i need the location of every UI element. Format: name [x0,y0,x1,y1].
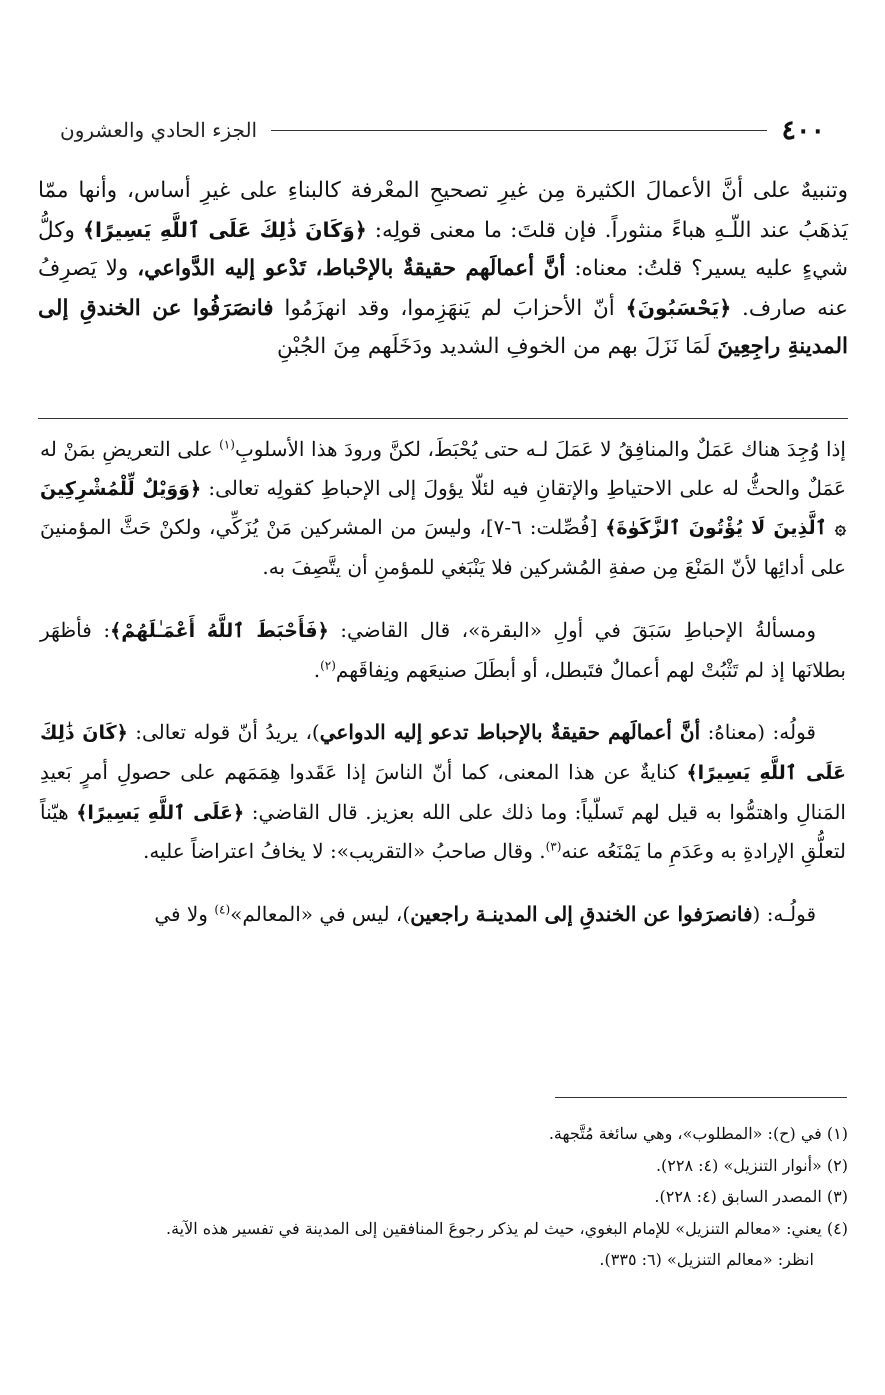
header-rule [271,130,767,131]
running-head [60,110,825,150]
main-commentary [38,172,848,367]
footnote-3: (٣) المصدر السابق (٤: ٢٢٨). [654,1187,848,1206]
bold-lemma: فانصرَفوا عن الخندقِ إلى المدينـة راجعين [410,902,753,927]
footnote-marker: (٤) [214,902,231,917]
footnote-1: (١) في (ح): «المطلوب»، وهي سائغة مُتَّجهة. [548,1124,848,1143]
footnotes [40,1118,848,1276]
gloss-paragraph-3: قولُه: (معناهُ: أنَّ أعمالَهم حقيقةٌ بالإحباط تدعو إليه الدواعي)، يريدُ أنّ قوله تعالى: ﴿كَانَ ذَٰلِكَ عَلَى ٱللَّهِ يَسِيرًا﴾ كنايةٌ عن هذا المعنى، كما أنّ الناسَ إذا عَقَدوا هِمَمَهم على حصولِ أمرٍ بَعيدِ المَنالِ واهتمُّوا به قيل لهم تَسلّياً: وما ذلك على الله بعزيز. قال القاضي: ﴿عَلَى ٱللَّهِ يَسِيرًا﴾ هيّناً لتعلُّقِ الإرادةِ به وعَدَمِ ما يَمْنَعُه عنه$^{(٣)}$. وقال صاحبُ «التقريب»: لا يخافُ اعتراضاً عليه. [40,720,847,864]
commentary-paragraph: وتنبيهٌ على أنَّ الأعمالَ الكثيرة مِن غيرِ تصحيحِ المعْرفة كالبناءِ على غيرِ أساس، وأنها ممّا يَذهَبُ عند اللّـهِ هباءً منثوراً. فإن قلتَ: ما معنى قولِه: ﴿وَكَانَ ذَٰلِكَ عَلَى ٱللَّهِ يَسِيرًا﴾ وكلُّ شيءٍ عليه يسير؟ قلتُ: معناه: أنَّ أعمالَهم حقيقةٌ بالإحْباط، تَدْعو إليه الدَّواعي، ولا يَصرِفُ عنه صارف. ﴿يَحْسَبُونَ﴾ أنّ الأحزابَ لم يَنهَزِموا، وقد انهزَمُوا فانصَرَفُوا عن الخندقِ إلى المدينةِ راجِعِينَ لَمَا نَزَلَ بهم من الخوفِ الشديد ودَخَلَهم مِنَ الجُبْنِ [38,178,849,360]
gloss-paragraph-1: إذا وُجِدَ هناك عَمَلٌ والمنافِقُ لا عَمَلَ لـه حتى يُحْبَطَ، لكنَّ ورودَ هذا الأسلوبِ$^{(١)}$ على التعريضِ بمَنْ له عَمَلٌ والحثُّ له على الاحتياطِ والإتقانِ فيه لئلّا يؤولَ إلى الإحباطِ كقولِه تعالى: ﴿وَوَيْلٌ لِّلْمُشْرِكِينَ ۞ ٱلَّذِينَ لَا يُؤْتُونَ ٱلزَّكَوٰةَ﴾ [فُصِّلت: ٦-٧]، وليسَ من المشركين مَنْ يُزَكِّي، ولكنْ حَثَّ المؤمنينَ على أدائِها لأنّ المَنْعَ مِن صفةِ المُشركين فلا يَنْبَغي للمؤمنِ أن يتَّصِفَ به. [40,437,847,580]
quran-verse: ﴿يَحْسَبُونَ﴾ [625,295,732,320]
footnote-4: (٤) يعني: «معالم التنزيل» للإمام البغوي، حيث لم يذكر رجوعَ المنافقين إلى المدينة في تفسير هذه الآية. [166,1218,848,1238]
quran-verse: ﴿وَكَانَ ذَٰلِكَ عَلَى ٱللَّهِ يَسِيرًا﴾ [82,217,367,242]
quran-verse: ﴿عَلَى ٱللَّهِ يَسِيرًا﴾ [76,801,245,824]
running-title: الجزء الحادي والعشرون [60,118,258,142]
footnote-2: (٢) «أنوار التنزيل» (٤: ٢٢٨). [655,1155,848,1175]
gloss-paragraph-2: ومسألةُ الإحباطِ سَبَقَ في أولِ «البقرة»، قال القاضي: ﴿فَأَحْبَطَ ٱللَّهُ أَعْمَـٰلَهُمْ﴾: فأظهَر بطلانَها إذ لم تَثْبُتْ لهم أعمالٌ فتَبطل، أو أبطَلَ صنيعَهم ونِفاقَهم$^{(٢)}$. [40,617,846,682]
bold-lemma: أنَّ أعمالَهم حقيقةٌ بالإحباط تدعو إليه الدواعي [319,720,701,745]
bold-lemma: فانصَرَفُوا عن الخندقِ إلى المدينةِ راجِعِينَ [38,295,848,360]
footnote-marker: (٣) [545,839,562,854]
section-divider [38,418,848,419]
footnote-marker: (٢) [320,657,336,672]
quran-verse: ﴿وَوَيْلٌ لِّلْمُشْرِكِينَ ۞ ٱلَّذِينَ لَا يُؤْتُونَ ٱلزَّكَوٰةَ﴾ [40,477,847,540]
page-number: ٤٠٠ [781,114,825,146]
gloss-section [40,430,846,934]
bold-lemma: أنَّ أعمالَهم حقيقةٌ بالإحْباط، تَدْعو إليه الدَّواعي، [137,256,566,282]
gloss-paragraph-4: قولُـه: (فانصرَفوا عن الخندقِ إلى المدينـة راجعين)، ليس في «المعالم»$^{(٤)}$ ولا في [154,902,816,927]
quran-verse: ﴿كَانَ ذَٰلِكَ عَلَى ٱللَّهِ يَسِيرًا﴾ [40,722,847,784]
footnote-marker: (١) [219,437,235,452]
footnote-divider [555,1097,847,1098]
quran-verse: ﴿فَأَحْبَطَ ٱللَّهُ أَعْمَـٰلَهُمْ﴾ [110,619,329,642]
footnote-4-continuation: انظر: «معالم التنزيل» (٦: ٣٣٥). [599,1250,814,1269]
